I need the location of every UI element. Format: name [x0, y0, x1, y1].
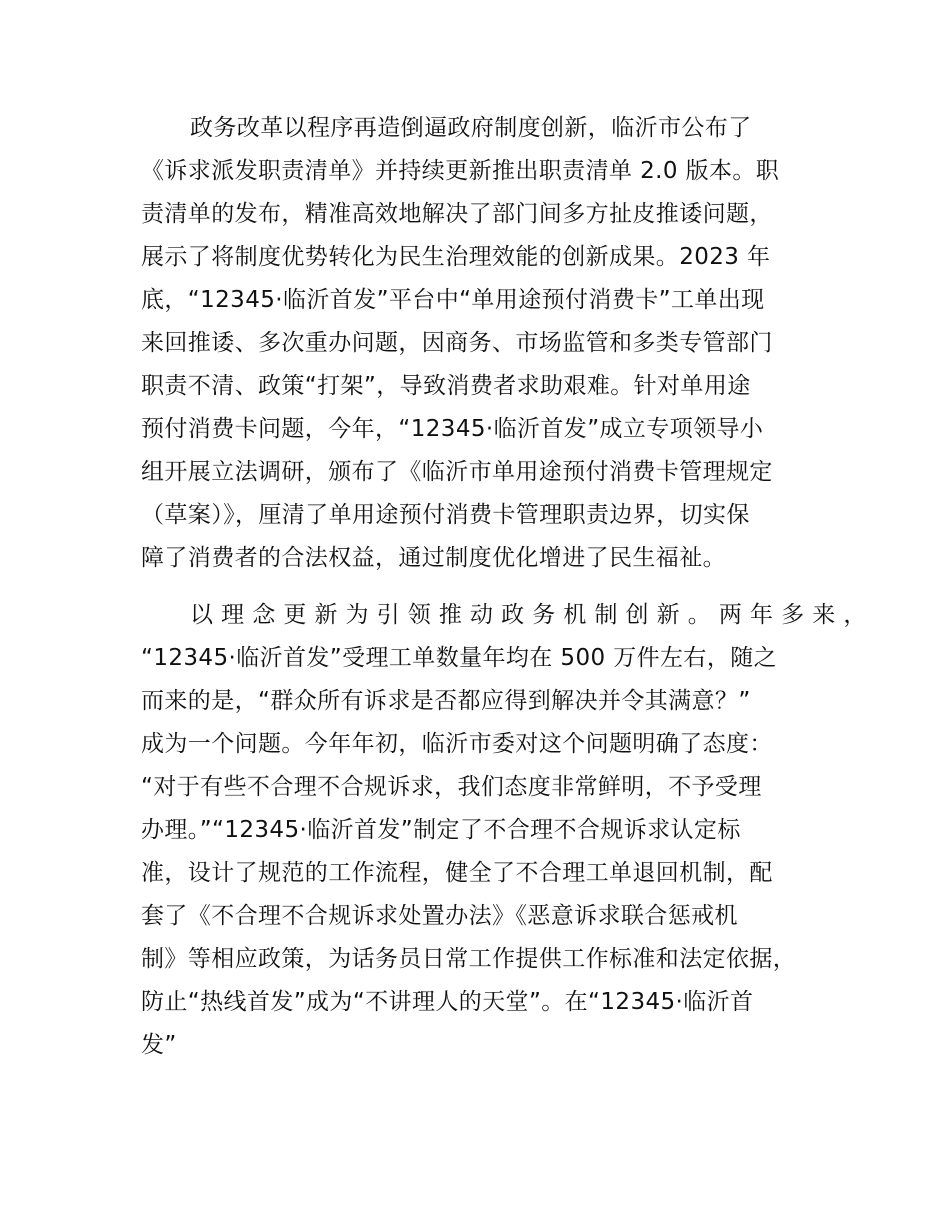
paragraph-2-line-2: “12345·临沂首发”受理工单数量年均在 500 万件左右，随之 — [141, 645, 778, 671]
paragraph-1-line-1: 政务改革以程序再造倒逼政府制度创新，临沂市公布了 — [190, 115, 752, 141]
paragraph-1-line-5: 底，“12345·临沂首发”平台中“单用途预付消费卡”工单出现 — [141, 287, 765, 313]
paragraph-1-line-8: 预付消费卡问题，今年，“12345·临沂首发”成立专项领导小 — [141, 416, 764, 442]
paragraph-1-line-7: 职责不清、政策“打架”，导致消费者求助艰难。针对单用途 — [141, 373, 751, 399]
paragraph-2-line-11: 发” — [141, 1032, 177, 1058]
paragraph-1-line-6: 来回推诿、多次重办问题，因商务、市场监管和多类专管部门 — [141, 330, 773, 356]
paragraph-2-line-10: 防止“热线首发”成为“不讲理人的天堂”。在“12345·临沂首 — [141, 989, 754, 1015]
paragraph-1-line-10: （草案）》，厘清了单用途预付消费卡管理职责边界，切实保 — [141, 502, 750, 528]
paragraph-1-line-2: 《诉求派发职责清单》并持续更新推出职责清单 2.0 版本。职 — [141, 158, 780, 184]
paragraph-2-line-1: 以 理 念 更 新 为 引 领 推 动 政 务 机 制 创 新 。 两 年 多 来 ， — [190, 602, 867, 628]
paragraph-1-line-3: 责清单的发布，精准高效地解决了部门间多方扯皮推诿问题， — [141, 201, 773, 227]
paragraph-2-line-5: “对于有些不合理不合规诉求，我们态度非常鲜明，不予受理 — [141, 774, 762, 800]
paragraph-2-line-3: 而来的是，“群众所有诉求是否都应得到解决并令其满意？” — [141, 688, 751, 714]
paragraph-2-line-6: 办理。”“12345·临沂首发”制定了不合理不合规诉求认定标 — [141, 817, 741, 843]
paragraph-1-line-11: 障了消费者的合法权益，通过制度优化增进了民生福祉。 — [141, 545, 726, 571]
paragraph-2-line-4: 成为一个问题。今年年初，临沂市委对这个问题明确了态度： — [141, 731, 773, 757]
paragraph-1-line-9: 组开展立法调研，颁布了《临沂市单用途预付消费卡管理规定 — [141, 459, 773, 485]
paragraph-2-line-7: 准，设计了规范的工作流程，健全了不合理工单退回机制，配 — [141, 860, 773, 886]
paragraph-2-line-8: 套了《不合理不合规诉求处置办法》《恶意诉求联合惩戒机 — [141, 903, 738, 929]
paragraph-1-line-4: 展示了将制度优势转化为民生治理效能的创新成果。2023 年 — [141, 244, 771, 270]
paragraph-2-line-9: 制》等相应政策，为话务员日常工作提供工作标准和法定依据， — [141, 946, 797, 972]
